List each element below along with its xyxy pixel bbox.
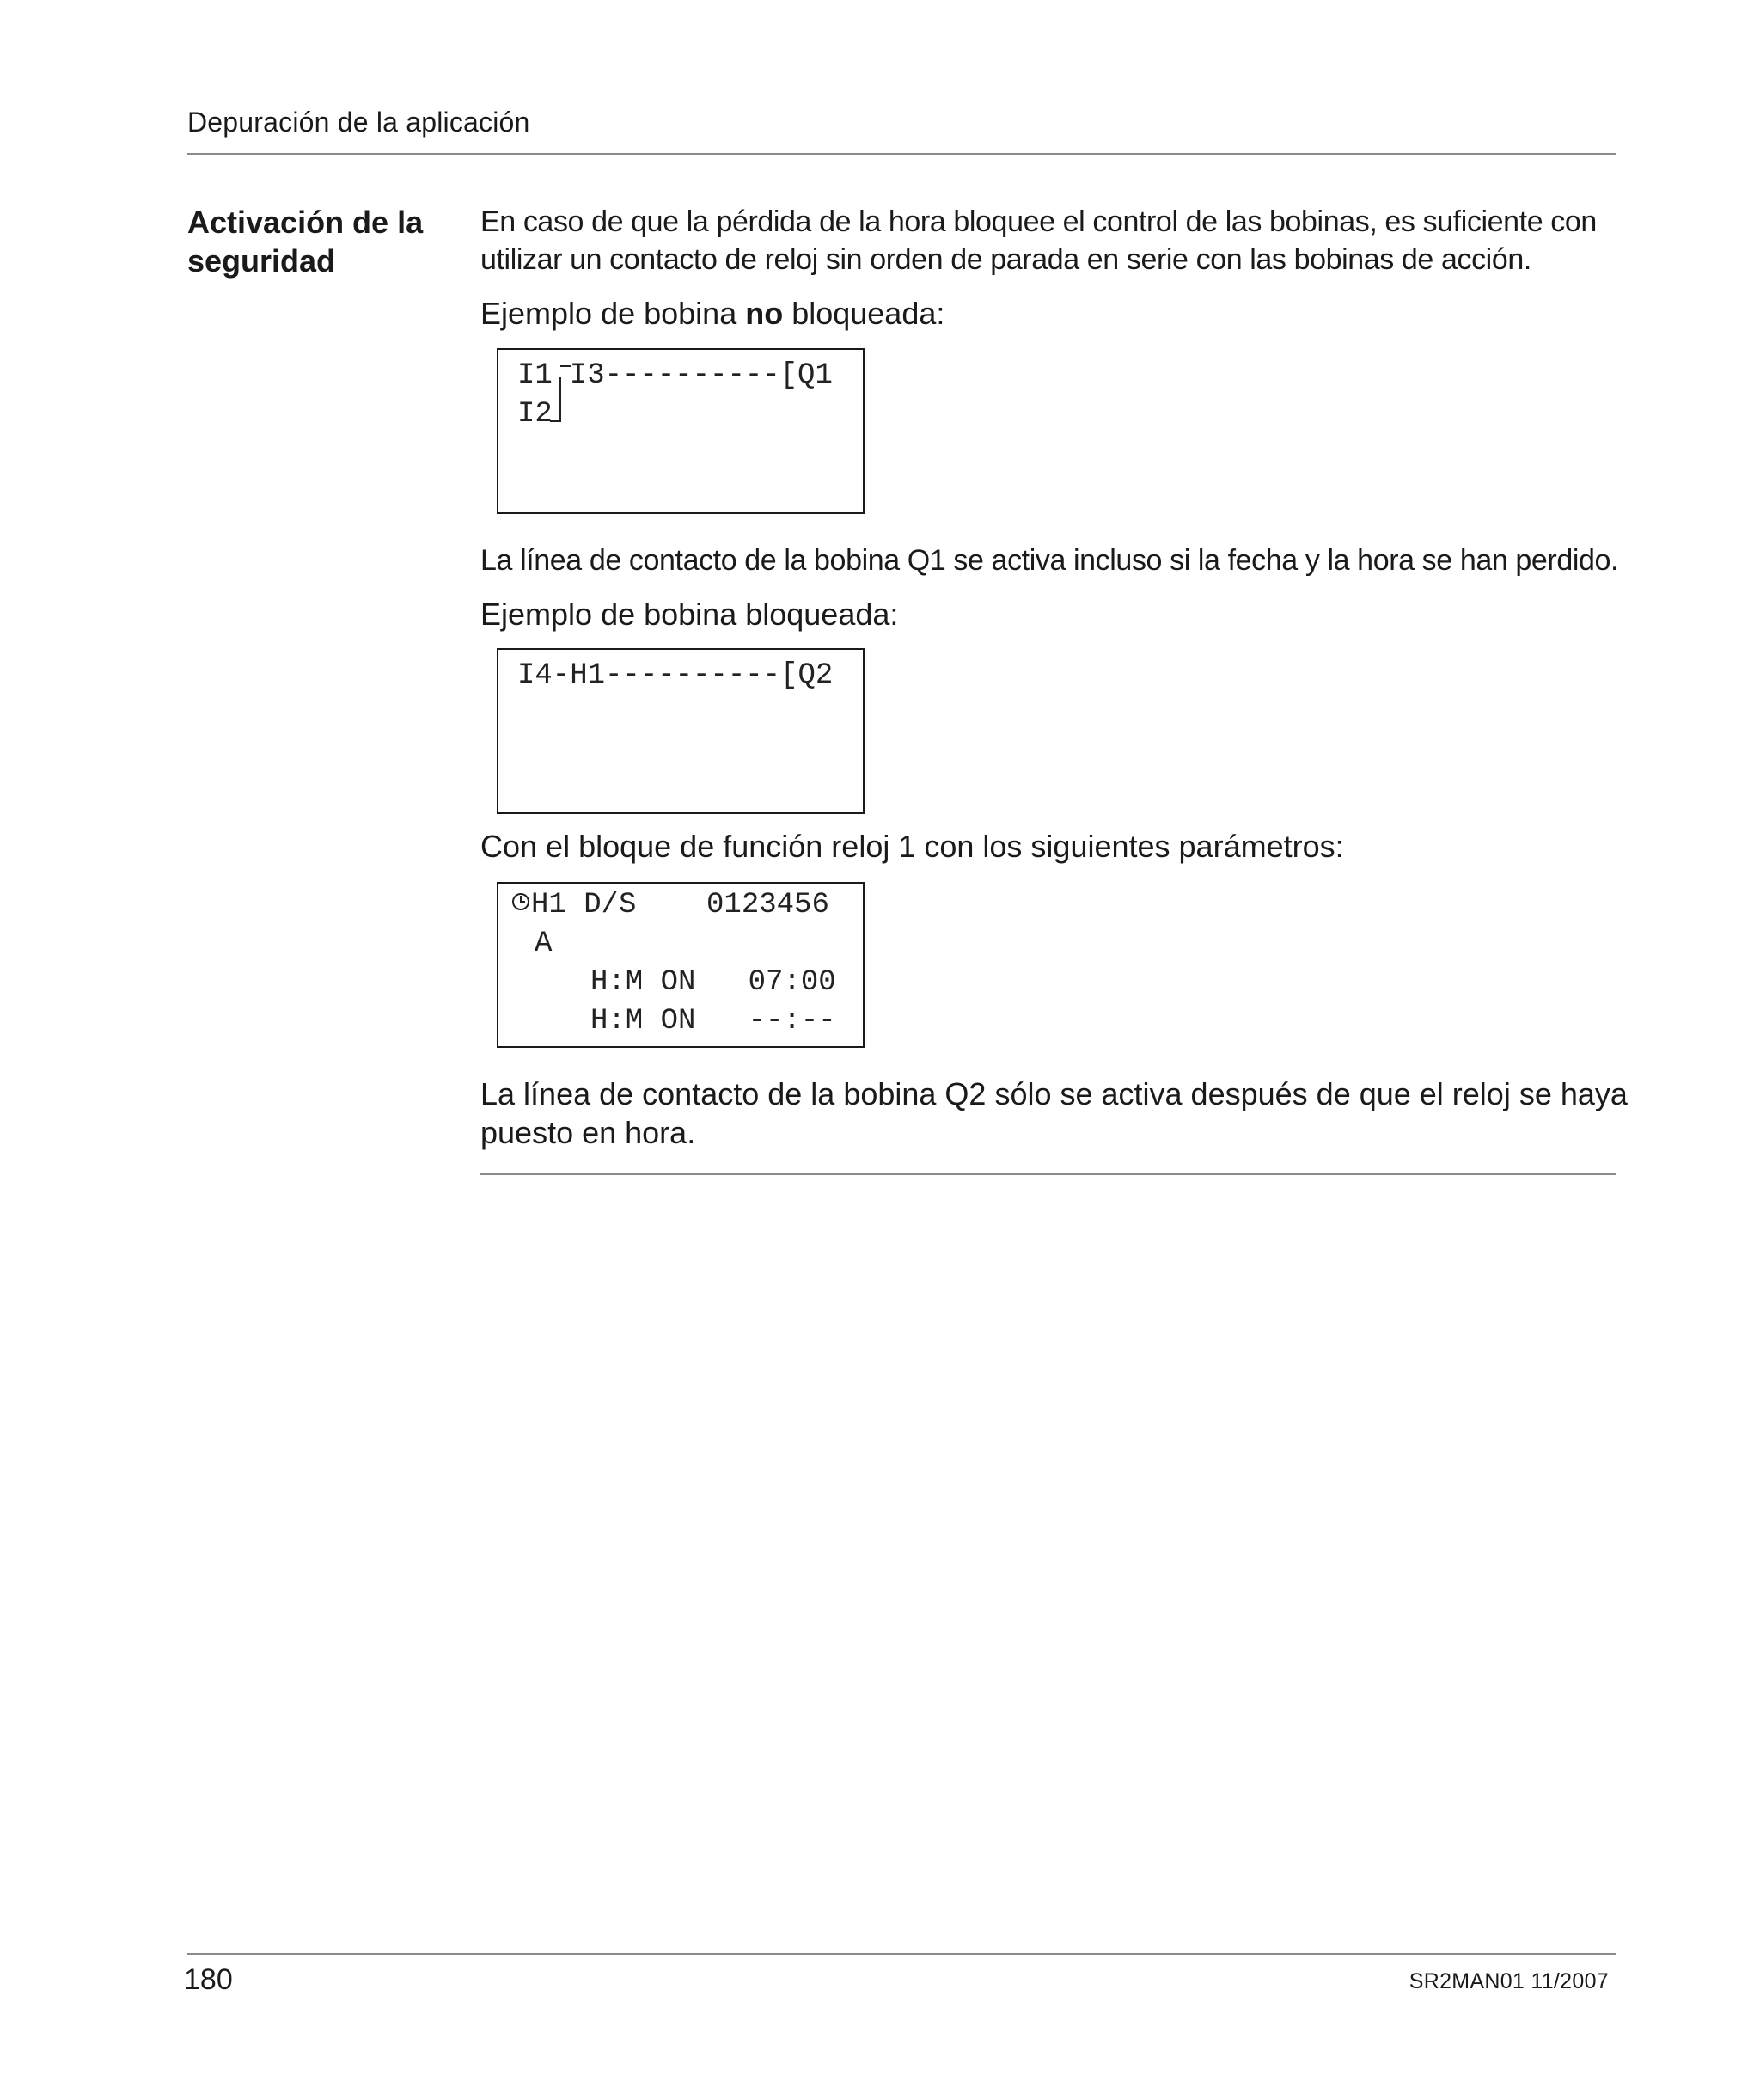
lcd2-line1: I4-H1----------[Q2 — [517, 659, 834, 692]
conclusion-line1: La línea de contacto de la bobina Q2 sólo se activa después de que el reloj se haya — [480, 1076, 1628, 1111]
example1-text-after: bloqueada: — [783, 296, 945, 331]
parallel-branch-foot — [550, 420, 560, 422]
section-title — [187, 203, 462, 280]
example1-text-before: Ejemplo de bobina — [480, 296, 746, 331]
header-rule — [187, 153, 1616, 155]
lcd1-rung: I3----------[Q1 — [569, 359, 833, 392]
note-q1: La línea de contacto de la bobina Q1 se activa incluso si la fecha y la hora se han perdido. — [480, 544, 1619, 577]
clock-icon — [512, 893, 529, 910]
lcd3-line1 — [512, 886, 829, 925]
lcd3-line4: H:M ON --:-- — [590, 1005, 836, 1038]
lcd1-line1 — [517, 357, 833, 395]
page-number: 180 — [184, 1963, 233, 1996]
intro-line2: utilizar un contacto de reloj sin orden de parada en serie con las bobinas de acción. — [480, 243, 1531, 276]
running-header: Depuración de la aplicación — [187, 107, 530, 138]
section-title-line1: Activación de la — [187, 205, 424, 240]
example2-caption: Ejemplo de bobina bloqueada: — [480, 597, 899, 632]
section-end-rule — [480, 1173, 1616, 1175]
lcd1-input-i1: I1 — [517, 359, 553, 392]
example1-caption — [480, 294, 944, 333]
intro-line1: En caso de que la pérdida de la hora bloquee el control de las bobinas, es suficiente con — [480, 205, 1597, 238]
lcd-display-example1 — [497, 348, 865, 514]
parallel-branch-bracket — [559, 377, 561, 422]
conclusion-line2: puesto en hora. — [480, 1115, 696, 1150]
lcd-display-clock-params — [497, 882, 865, 1048]
footer-rule — [187, 1953, 1616, 1955]
function-block-intro: Con el bloque de función reloj 1 con los siguientes parámetros: — [480, 829, 1344, 864]
lcd1-line2: I2 — [517, 398, 553, 431]
example1-text-bold: no — [745, 296, 784, 331]
section-title-line2: seguridad — [187, 243, 336, 279]
lcd3-line3: H:M ON 07:00 — [590, 966, 836, 999]
lcd-display-example2 — [497, 648, 865, 814]
document-reference: SR2MAN01 11/2007 — [1409, 1969, 1609, 1993]
lcd3-line2: A — [535, 928, 553, 960]
lcd3-line1-text: H1 D/S 0123456 — [531, 889, 829, 921]
